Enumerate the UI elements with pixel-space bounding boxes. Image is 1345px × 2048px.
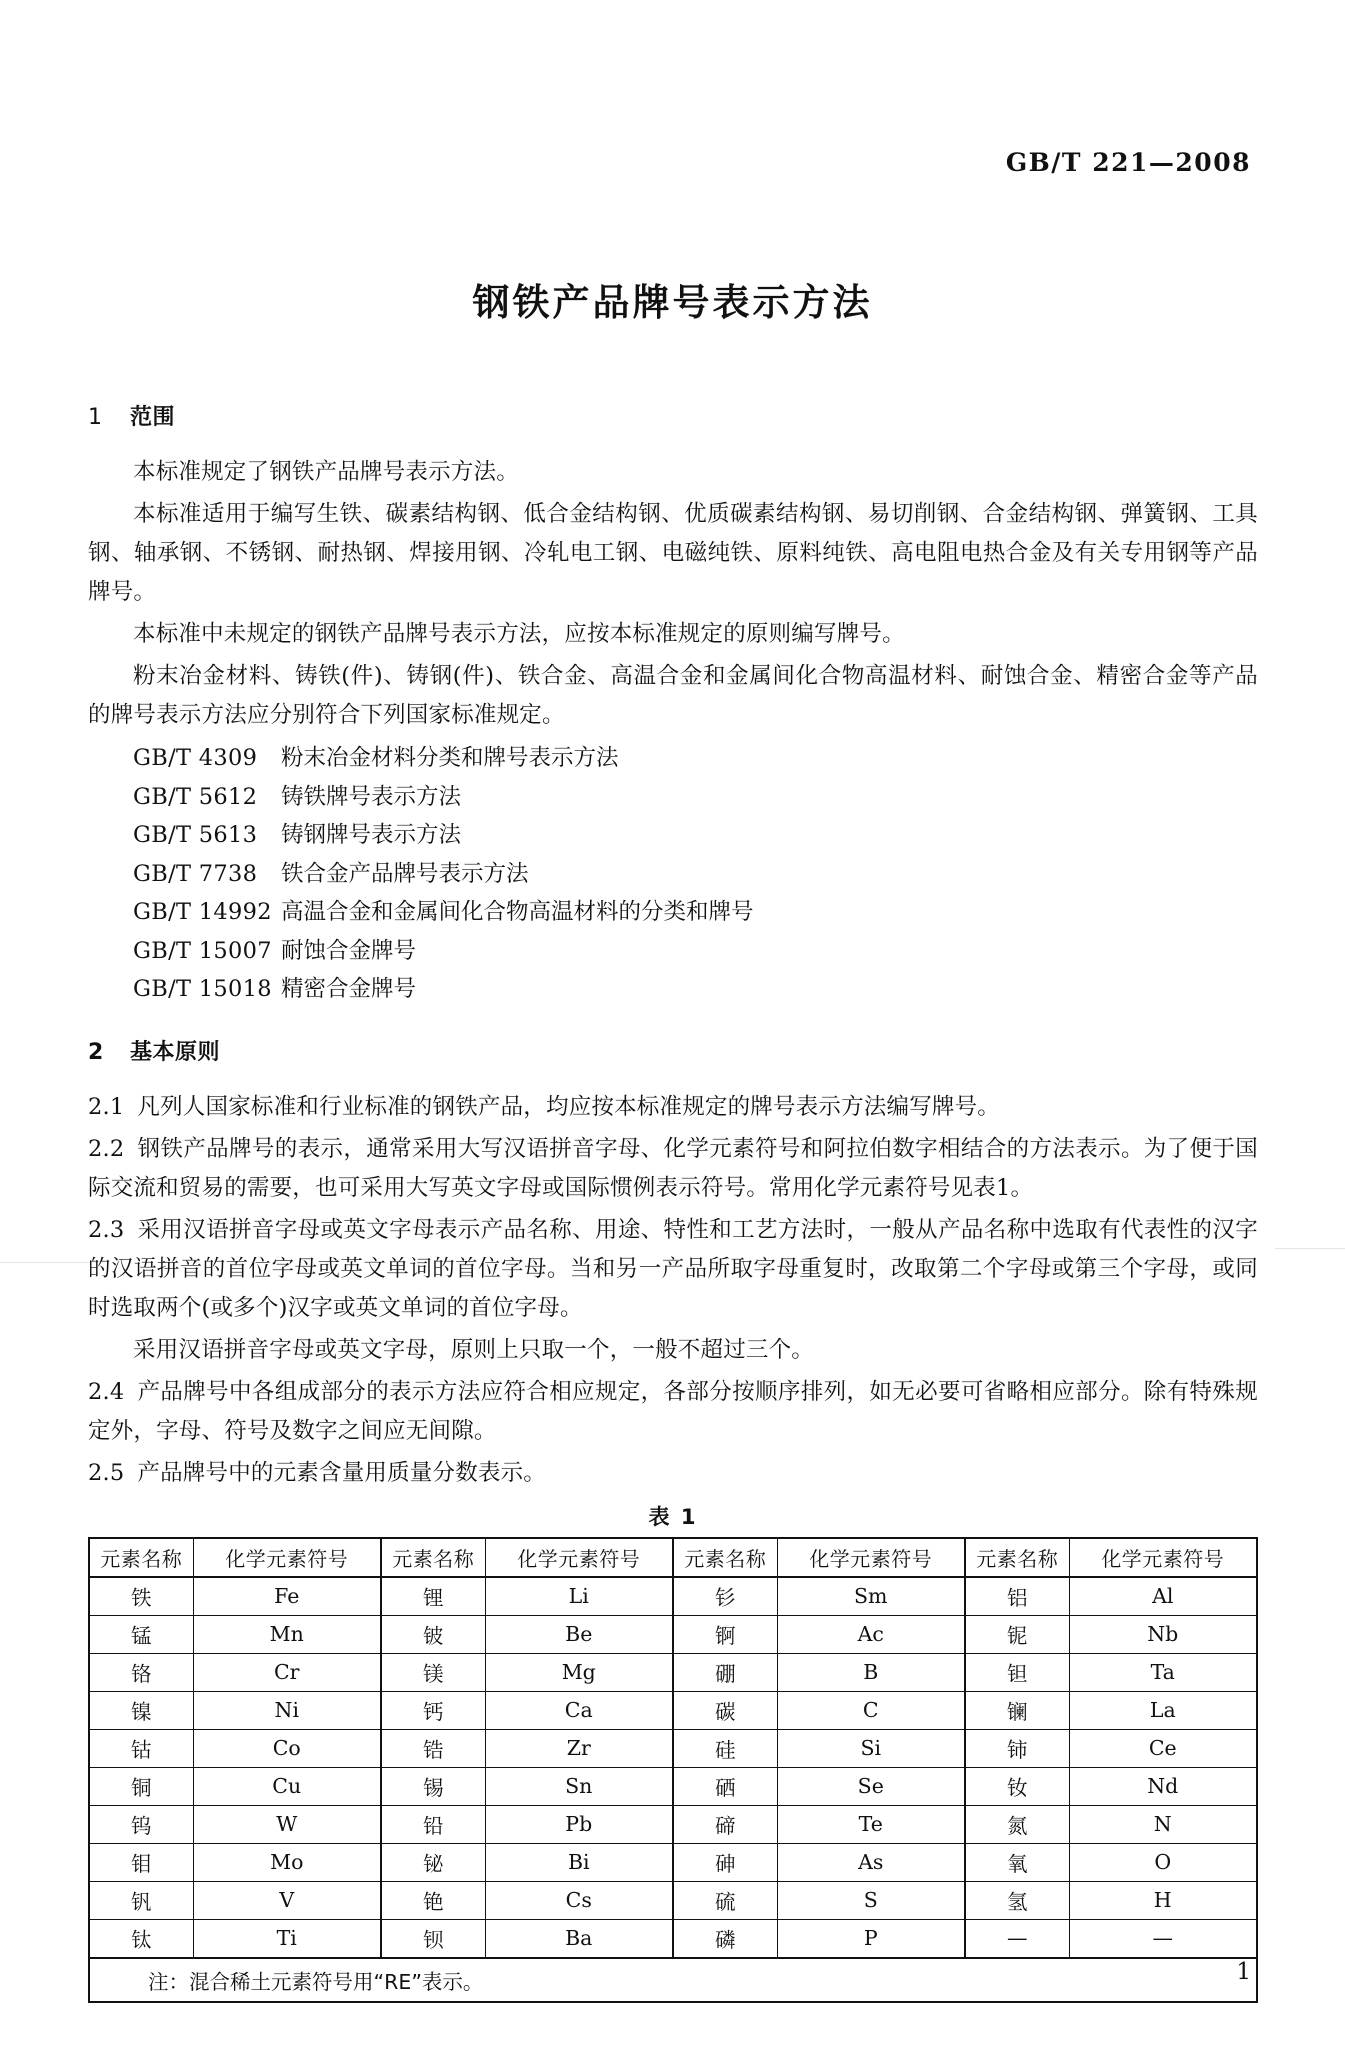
cell-element-name: 钨 bbox=[89, 1805, 193, 1843]
section-heading-2 bbox=[88, 1035, 1258, 1066]
reference-code: GB/T 15007 bbox=[133, 937, 272, 964]
reference-title: 粉末冶金材料分类和牌号表示方法 bbox=[281, 745, 619, 771]
reference-title: 高温合金和金属间化合物高温材料的分类和牌号 bbox=[281, 899, 754, 925]
cell-element-name: 钛 bbox=[89, 1919, 193, 1958]
cell-element-name: 钙 bbox=[381, 1691, 485, 1729]
cell-element-symbol: O bbox=[1069, 1843, 1257, 1881]
cell-element-name: — bbox=[965, 1919, 1069, 1958]
cell-element-name: 锕 bbox=[673, 1615, 777, 1653]
cell-element-symbol: Cu bbox=[193, 1767, 381, 1805]
column-header: 元素名称 bbox=[89, 1538, 193, 1577]
list-item bbox=[88, 970, 1258, 1009]
cell-element-name: 氮 bbox=[965, 1805, 1069, 1843]
page-title: 钢铁产品牌号表示方法 bbox=[472, 281, 873, 324]
cell-element-symbol: Cr bbox=[193, 1653, 381, 1691]
cell-element-symbol: Zr bbox=[485, 1729, 673, 1767]
cell-element-symbol: Te bbox=[777, 1805, 965, 1843]
scan-artifact bbox=[0, 1262, 90, 1263]
cell-element-symbol: H bbox=[1069, 1881, 1257, 1919]
cell-element-name: 钒 bbox=[89, 1881, 193, 1919]
cell-element-name: 砷 bbox=[673, 1843, 777, 1881]
table-row bbox=[89, 1843, 1257, 1881]
clause-number: 2.2 bbox=[88, 1135, 125, 1162]
cell-element-symbol: Mg bbox=[485, 1653, 673, 1691]
cell-element-name: 铬 bbox=[89, 1653, 193, 1691]
cell-element-name: 铁 bbox=[89, 1577, 193, 1616]
cell-element-name: 铈 bbox=[965, 1729, 1069, 1767]
column-header: 化学元素符号 bbox=[485, 1538, 673, 1577]
cell-element-symbol: W bbox=[193, 1805, 381, 1843]
cell-element-name: 磷 bbox=[673, 1919, 777, 1958]
column-header: 元素名称 bbox=[381, 1538, 485, 1577]
clause-2-5 bbox=[88, 1454, 1258, 1493]
cell-element-symbol: N bbox=[1069, 1805, 1257, 1843]
table-row bbox=[89, 1615, 1257, 1653]
paragraph-scope-1: 本标准规定了钢铁产品牌号表示方法。 bbox=[133, 459, 519, 485]
reference-title: 铸钢牌号表示方法 bbox=[281, 822, 462, 848]
reference-code: GB/T 14992 bbox=[133, 899, 272, 925]
cell-element-name: 锰 bbox=[89, 1615, 193, 1653]
column-header: 化学元素符号 bbox=[1069, 1538, 1257, 1577]
cell-element-symbol: Al bbox=[1069, 1577, 1257, 1616]
cell-element-name: 氧 bbox=[965, 1843, 1069, 1881]
cell-element-symbol: Bi bbox=[485, 1843, 673, 1881]
table-row bbox=[89, 1919, 1257, 1958]
clause-number: 2.4 bbox=[88, 1378, 125, 1405]
reference-title: 铸铁牌号表示方法 bbox=[281, 783, 462, 810]
clause-number: 2.3 bbox=[88, 1216, 125, 1243]
reference-code: GB/T 5613 bbox=[133, 822, 258, 848]
cell-element-name: 铅 bbox=[381, 1805, 485, 1843]
cell-element-name: 氢 bbox=[965, 1881, 1069, 1919]
cell-element-name: 硫 bbox=[673, 1881, 777, 1919]
cell-element-symbol: La bbox=[1069, 1691, 1257, 1729]
cell-element-symbol: Be bbox=[485, 1615, 673, 1653]
cell-element-name: 硅 bbox=[673, 1729, 777, 1767]
cell-element-name: 铋 bbox=[381, 1843, 485, 1881]
table-body bbox=[89, 1577, 1257, 2002]
table-note: 注：混合稀土元素符号用“RE”表示。 bbox=[89, 1958, 1257, 2002]
cell-element-name: 钴 bbox=[89, 1729, 193, 1767]
cell-element-name: 碲 bbox=[673, 1805, 777, 1843]
table-row bbox=[89, 1805, 1257, 1843]
reference-code: GB/T 5612 bbox=[133, 783, 258, 810]
table-row bbox=[89, 1577, 1257, 1616]
cell-element-symbol: Si bbox=[777, 1729, 965, 1767]
clause-2-1 bbox=[88, 1088, 1258, 1127]
reference-code: GB/T 7738 bbox=[133, 860, 258, 887]
table-row bbox=[89, 1881, 1257, 1919]
list-item bbox=[88, 855, 1258, 894]
cell-element-symbol: Sn bbox=[485, 1767, 673, 1805]
standard-code-header: GB/T 221—2008 bbox=[1005, 148, 1251, 177]
section-title-2: 基本原则 bbox=[130, 1039, 221, 1065]
cell-element-symbol: As bbox=[777, 1843, 965, 1881]
cell-element-symbol: Ac bbox=[777, 1615, 965, 1653]
clause-number: 2.1 bbox=[88, 1093, 125, 1120]
column-header: 化学元素符号 bbox=[193, 1538, 381, 1577]
cell-element-symbol: Sm bbox=[777, 1577, 965, 1616]
cell-element-symbol: Ce bbox=[1069, 1729, 1257, 1767]
cell-element-name: 铜 bbox=[89, 1767, 193, 1805]
reference-title: 铁合金产品牌号表示方法 bbox=[281, 860, 529, 887]
paragraph-scope-3: 本标准中未规定的钢铁产品牌号表示方法，应按本标准规定的原则编写牌号。 bbox=[133, 621, 905, 647]
cell-element-symbol: Cs bbox=[485, 1881, 673, 1919]
cell-element-name: 硼 bbox=[673, 1653, 777, 1691]
section-number-1: 1 bbox=[88, 405, 103, 430]
table-row bbox=[89, 1691, 1257, 1729]
cell-element-symbol: Se bbox=[777, 1767, 965, 1805]
list-item bbox=[88, 932, 1258, 971]
cell-element-symbol: Co bbox=[193, 1729, 381, 1767]
paragraph-scope-4: 粉末冶金材料、铸铁(件)、铸钢(件)、铁合金、高温合金和金属间化合物高温材料、耐蚀合金、精密合金等产品的牌号表示方法应分别符合下列国家标准规定。 bbox=[88, 663, 1258, 728]
cell-element-name: 钼 bbox=[89, 1843, 193, 1881]
section-title-1: 范围 bbox=[130, 405, 176, 430]
scan-artifact bbox=[1275, 1248, 1345, 1249]
cell-element-symbol: Pb bbox=[485, 1805, 673, 1843]
cell-element-name: 镍 bbox=[89, 1691, 193, 1729]
cell-element-name: 铌 bbox=[965, 1615, 1069, 1653]
cell-element-symbol: Mo bbox=[193, 1843, 381, 1881]
column-header: 化学元素符号 bbox=[777, 1538, 965, 1577]
cell-element-name: 钐 bbox=[673, 1577, 777, 1616]
cell-element-symbol: — bbox=[1069, 1919, 1257, 1958]
cell-element-name: 硒 bbox=[673, 1767, 777, 1805]
clause-text: 钢铁产品牌号的表示，通常采用大写汉语拼音字母、化学元素符号和阿拉伯数字相结合的方法表示。为了便于国际交流和贸易的需要，也可采用大写英文字母或国际惯例表示符号。常用化学元素符号见表1。 bbox=[88, 1135, 1258, 1201]
clause-2-3 bbox=[88, 1211, 1258, 1328]
cell-element-symbol: V bbox=[193, 1881, 381, 1919]
cell-element-symbol: Fe bbox=[193, 1577, 381, 1616]
cell-element-name: 铯 bbox=[381, 1881, 485, 1919]
table-note-row bbox=[89, 1958, 1257, 2002]
cell-element-symbol: Ti bbox=[193, 1919, 381, 1958]
table-header-row bbox=[89, 1538, 1257, 1577]
cell-element-symbol: Nd bbox=[1069, 1767, 1257, 1805]
table-row bbox=[89, 1767, 1257, 1805]
cell-element-name: 铝 bbox=[965, 1577, 1069, 1616]
table-row bbox=[89, 1653, 1257, 1691]
cell-element-symbol: Ba bbox=[485, 1919, 673, 1958]
clause-text: 产品牌号中各组成部分的表示方法应符合相应规定，各部分按顺序排列，如无必要可省略相应部分。除有特殊规定外，字母、符号及数字之间应无间隙。 bbox=[88, 1378, 1258, 1444]
clause-2-3-subparagraph: 采用汉语拼音字母或英文字母，原则上只取一个，一般不超过三个。 bbox=[133, 1336, 815, 1363]
table-row bbox=[89, 1729, 1257, 1767]
reference-code: GB/T 4309 bbox=[133, 745, 258, 771]
clause-2-2 bbox=[88, 1130, 1258, 1208]
cell-element-name: 镧 bbox=[965, 1691, 1069, 1729]
paragraph-scope-2: 本标准适用于编写生铁、碳素结构钢、低合金结构钢、优质碳素结构钢、易切削钢、合金结构钢、弹簧钢、工具钢、轴承钢、不锈钢、耐热钢、焊接用钢、冷轧电工钢、电磁纯铁、原料纯铁、高电阻电热合金及有关专用钢等产品牌号。 bbox=[88, 501, 1258, 605]
list-item bbox=[88, 739, 1258, 778]
cell-element-name: 镁 bbox=[381, 1653, 485, 1691]
clause-text: 采用汉语拼音字母或英文字母表示产品名称、用途、特性和工艺方法时，一般从产品名称中选取有代表性的汉字的汉语拼音的首位字母或英文单词的首位字母。当和另一产品所取字母重复时，改取第二个字母或第三个字母，或同时选取两个(或多个)汉字或英文单词的首位字母。 bbox=[88, 1216, 1258, 1321]
cell-element-symbol: Nb bbox=[1069, 1615, 1257, 1653]
cell-element-symbol: Ni bbox=[193, 1691, 381, 1729]
list-item bbox=[88, 816, 1258, 855]
cell-element-symbol: B bbox=[777, 1653, 965, 1691]
cell-element-symbol: S bbox=[777, 1881, 965, 1919]
list-item bbox=[88, 778, 1258, 817]
referenced-standards-list bbox=[88, 739, 1258, 1009]
cell-element-symbol: Ta bbox=[1069, 1653, 1257, 1691]
cell-element-name: 钽 bbox=[965, 1653, 1069, 1691]
cell-element-symbol: C bbox=[777, 1691, 965, 1729]
cell-element-symbol: Li bbox=[485, 1577, 673, 1616]
clause-2-4 bbox=[88, 1373, 1258, 1451]
clause-text: 凡列人国家标准和行业标准的钢铁产品，均应按本标准规定的牌号表示方法编写牌号。 bbox=[137, 1093, 1000, 1120]
reference-code: GB/T 15018 bbox=[133, 976, 272, 1002]
cell-element-name: 锂 bbox=[381, 1577, 485, 1616]
cell-element-name: 锆 bbox=[381, 1729, 485, 1767]
clause-number: 2.5 bbox=[88, 1459, 125, 1486]
list-item bbox=[88, 893, 1258, 932]
document-body bbox=[88, 400, 1258, 2003]
reference-title: 耐蚀合金牌号 bbox=[281, 937, 417, 964]
cell-element-name: 铍 bbox=[381, 1615, 485, 1653]
section-heading-1 bbox=[88, 400, 1258, 431]
reference-title: 精密合金牌号 bbox=[281, 976, 417, 1002]
cell-element-name: 钡 bbox=[381, 1919, 485, 1958]
cell-element-symbol: Mn bbox=[193, 1615, 381, 1653]
cell-element-name: 碳 bbox=[673, 1691, 777, 1729]
column-header: 元素名称 bbox=[673, 1538, 777, 1577]
cell-element-symbol: Ca bbox=[485, 1691, 673, 1729]
cell-element-name: 锡 bbox=[381, 1767, 485, 1805]
cell-element-name: 钕 bbox=[965, 1767, 1069, 1805]
section-number-2: 2 bbox=[88, 1039, 104, 1065]
table-caption: 表 1 bbox=[648, 1504, 698, 1529]
page-number: 1 bbox=[1236, 1959, 1251, 1985]
cell-element-symbol: P bbox=[777, 1919, 965, 1958]
element-symbol-table bbox=[88, 1537, 1258, 2003]
clause-text: 产品牌号中的元素含量用质量分数表示。 bbox=[137, 1459, 546, 1486]
column-header: 元素名称 bbox=[965, 1538, 1069, 1577]
